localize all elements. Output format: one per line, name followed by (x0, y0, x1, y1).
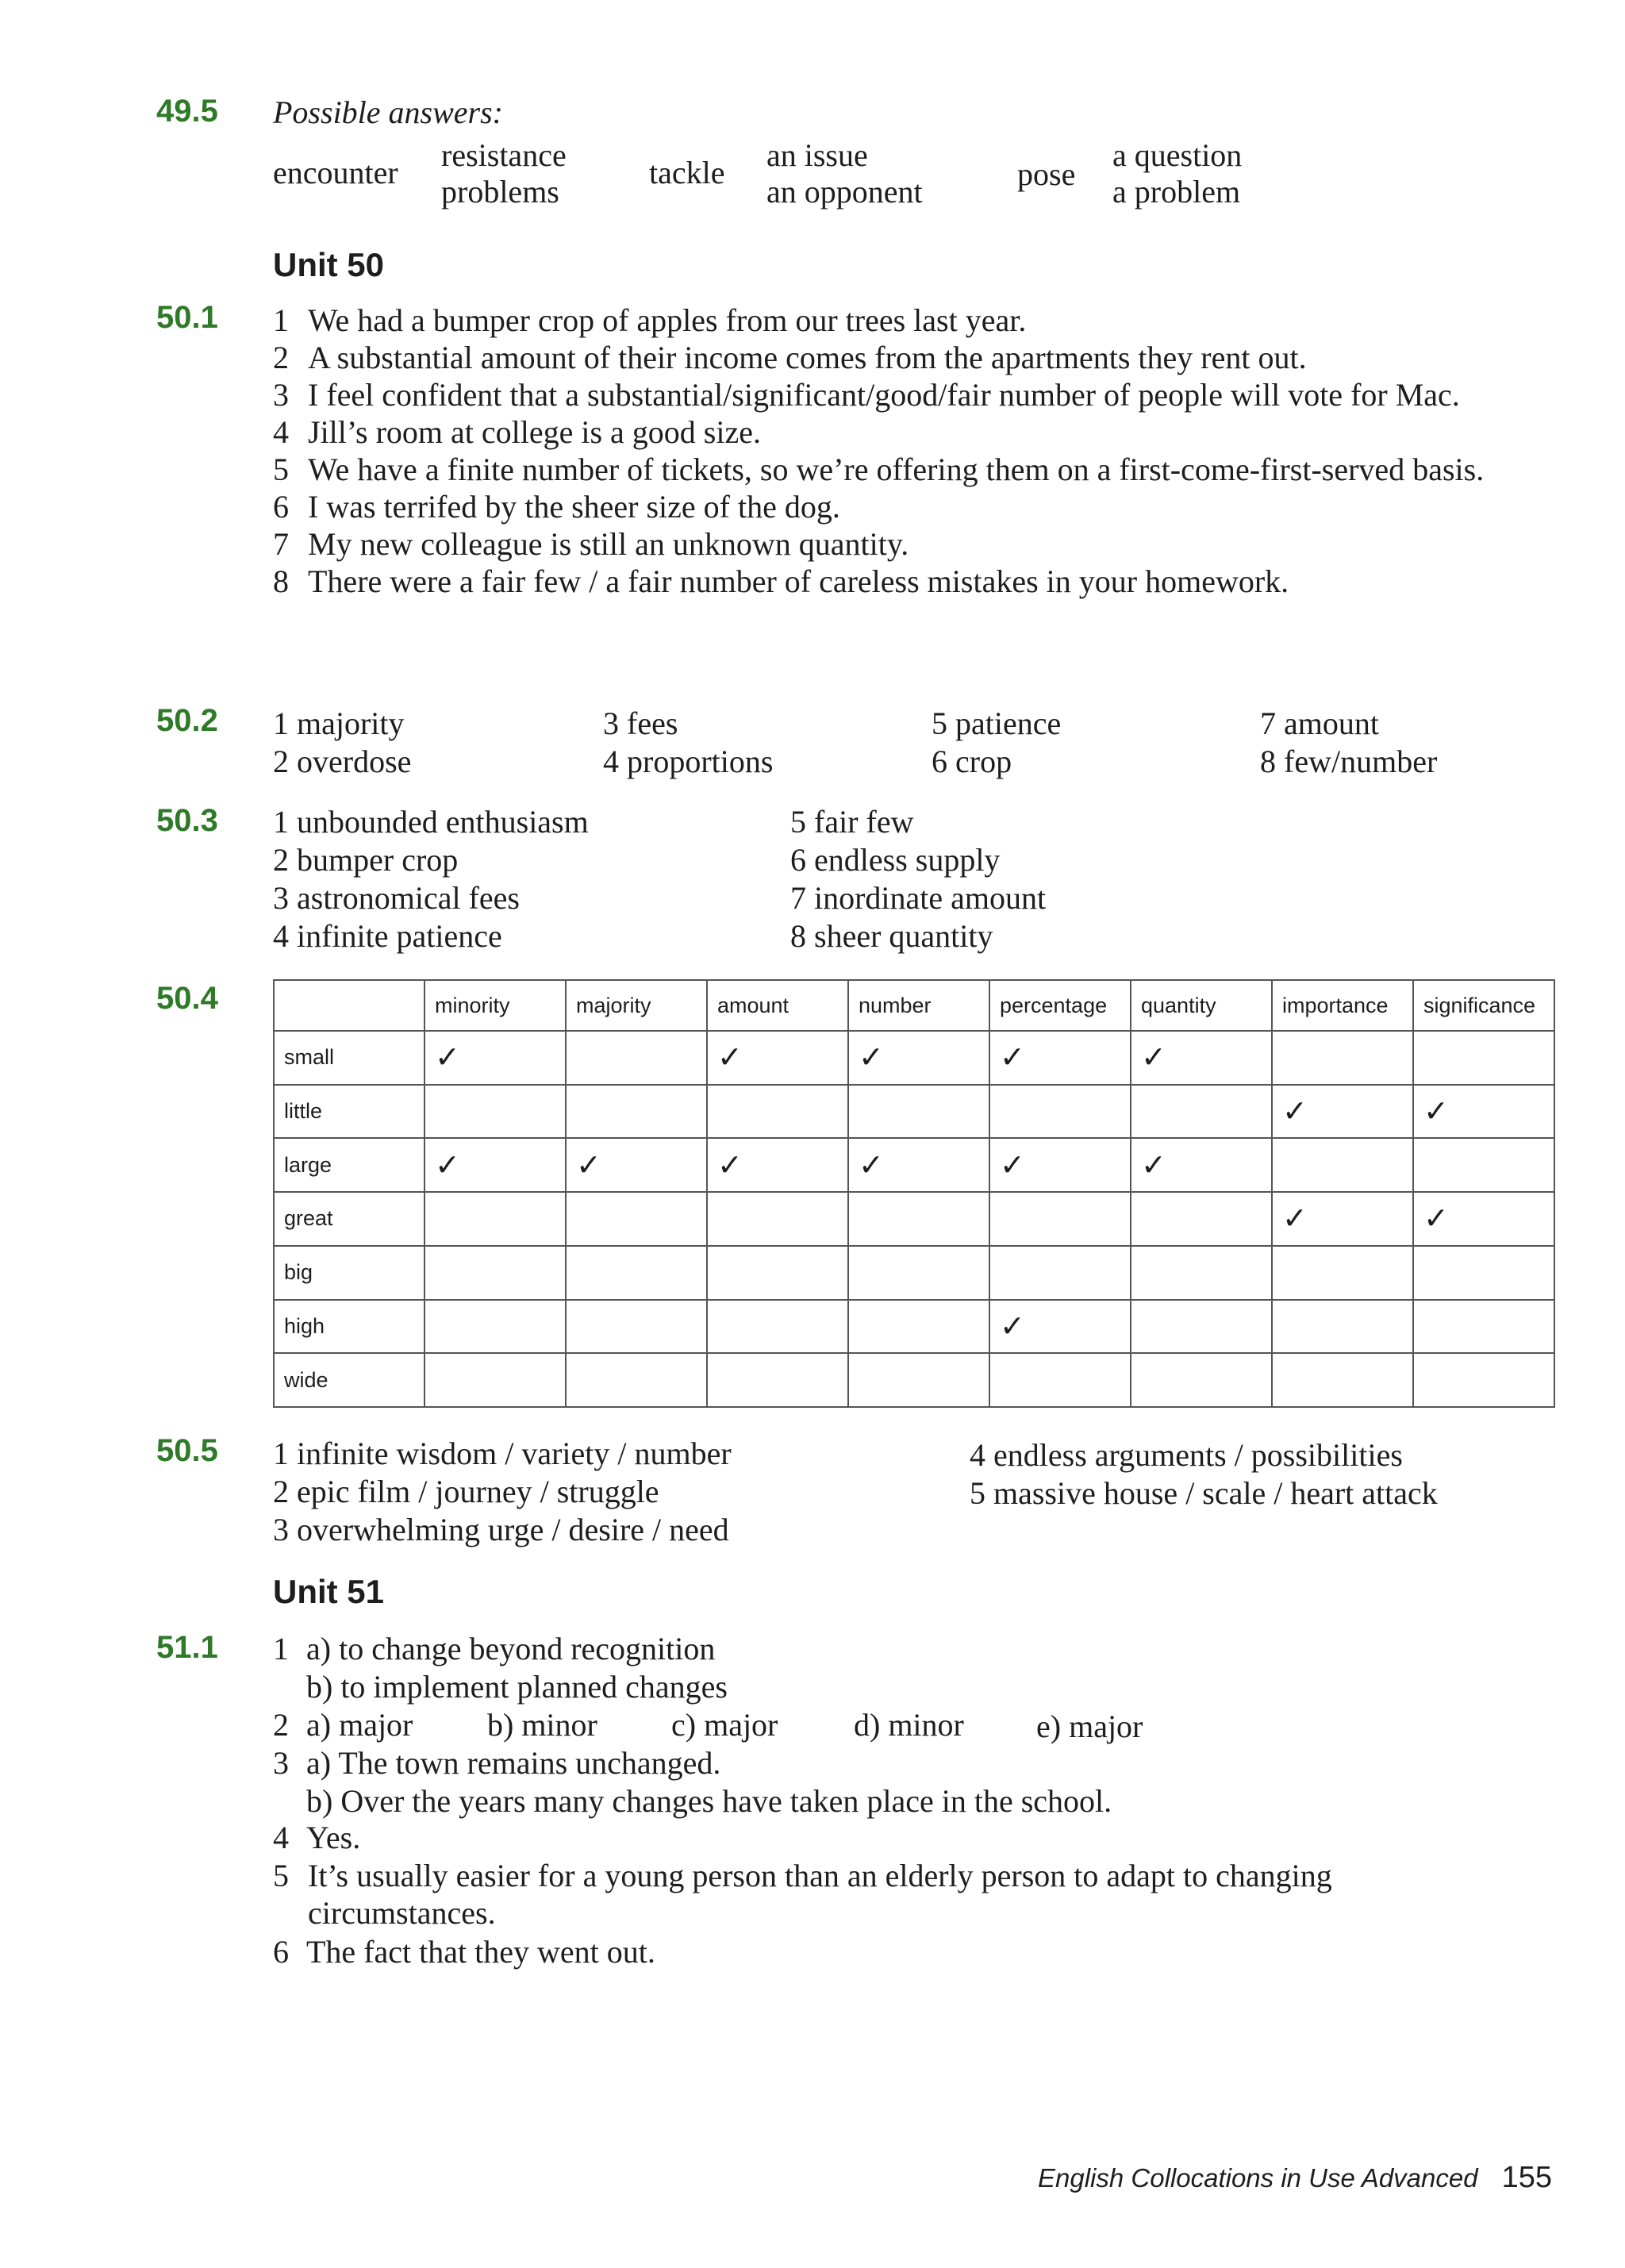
exercise-number-50-1: 50.1 (156, 300, 218, 335)
table-cell (1131, 1085, 1272, 1139)
row-label: high (274, 1300, 424, 1354)
check-mark-icon: ✓ (1423, 1202, 1449, 1236)
table-cell (707, 1192, 848, 1246)
table-cell (1413, 1138, 1554, 1192)
exercise-number-50-2: 50.2 (156, 703, 218, 738)
table-cell (1413, 1085, 1554, 1139)
column-header: amount (707, 980, 848, 1031)
table-cell (707, 1353, 848, 1407)
list-item: a) The town remains unchanged. (306, 1745, 721, 1781)
table-cell (707, 1031, 848, 1085)
table-cell (424, 1138, 566, 1192)
exercise-number-50-3: 50.3 (156, 803, 218, 838)
row-label: wide (274, 1353, 424, 1407)
list-item: 8 few/number (1260, 744, 1438, 779)
collocation-object: problems (441, 174, 559, 210)
list-item: b) minor (487, 1707, 597, 1743)
column-header: percentage (989, 980, 1131, 1031)
collocation-object: a question (1112, 137, 1243, 173)
list-item: 6 endless supply (790, 842, 1001, 878)
table-row (274, 1031, 1554, 1085)
table-cell (989, 1085, 1131, 1139)
exercise-number-50-4: 50.4 (156, 981, 218, 1016)
table-cell (989, 1300, 1131, 1354)
page-footer (1038, 2161, 1552, 2195)
exercise-number-49-5: 49.5 (156, 94, 218, 129)
check-mark-icon: ✓ (717, 1148, 743, 1182)
possible-answers-label: Possible answers: (273, 94, 503, 130)
column-header: number (848, 980, 989, 1031)
column-header: majority (566, 980, 707, 1031)
list-item: 4 infinite patience (273, 918, 502, 954)
list-item: b) to implement planned changes (306, 1669, 728, 1705)
table-cell (566, 1300, 707, 1354)
table-cell (989, 1138, 1131, 1192)
list-item: e) major (1036, 1709, 1143, 1744)
check-mark-icon: ✓ (1141, 1041, 1166, 1075)
table-cell (1272, 1300, 1413, 1354)
page-number: 155 (1501, 2161, 1552, 2194)
list-item-number: 1 (273, 1631, 289, 1666)
collocation-table (273, 979, 1555, 1408)
row-label: large (274, 1138, 424, 1192)
table-cell (989, 1192, 1131, 1246)
list-item: 3 astronomical fees (273, 880, 520, 916)
list-item-number: 6 (273, 1934, 289, 1970)
list-item: 7 amount (1260, 705, 1379, 741)
list-item: 3 overwhelming urge / desire / need (273, 1512, 729, 1547)
table-cell (1131, 1246, 1272, 1300)
list-item-number: 4 (273, 1820, 289, 1855)
check-mark-icon: ✓ (1000, 1148, 1025, 1182)
list-item: 2 bumper crop (273, 842, 459, 878)
column-header: quantity (1131, 980, 1272, 1031)
table-cell (848, 1353, 989, 1407)
book-title: English Collocations in Use Advanced (1038, 2163, 1478, 2193)
list-item: 6 I was terrifed by the sheer size of the dog. (273, 489, 840, 525)
list-item: 4 endless arguments / possibilities (970, 1437, 1403, 1473)
table-cell (424, 1300, 566, 1354)
list-item: 1 majority (273, 705, 405, 741)
column-header: significance (1413, 980, 1554, 1031)
table-row (274, 1246, 1554, 1300)
list-item: 1 unbounded enthusiasm (273, 804, 589, 840)
table-cell (707, 1246, 848, 1300)
list-item: 8 There were a fair few / a fair number of careless mistakes in your homework. (273, 563, 1289, 599)
check-mark-icon: ✓ (1282, 1202, 1308, 1236)
list-item: 5 We have a finite number of tickets, so we’re offering them on a first-come-first-served basis. (273, 452, 1485, 487)
column-header: minority (424, 980, 566, 1031)
table-row (274, 1353, 1554, 1407)
list-item: d) minor (854, 1707, 964, 1743)
table-cell (989, 1246, 1131, 1300)
check-mark-icon: ✓ (576, 1148, 601, 1182)
table-cell (1272, 1246, 1413, 1300)
list-item: a) major (306, 1707, 413, 1743)
table-cell (1413, 1031, 1554, 1085)
list-item: b) Over the years many changes have taken place in the school. (306, 1783, 1112, 1819)
check-mark-icon: ✓ (1000, 1309, 1025, 1344)
list-item: 4 proportions (603, 744, 774, 779)
collocation-verb: pose (1017, 156, 1076, 192)
list-item: Yes. (306, 1820, 361, 1855)
table-cell (707, 1300, 848, 1354)
table-cell (1413, 1192, 1554, 1246)
collocation-object: resistance (441, 137, 567, 173)
table-cell (707, 1138, 848, 1192)
list-item: a) to change beyond recognition (306, 1631, 716, 1666)
table-cell (566, 1138, 707, 1192)
table-cell (424, 1031, 566, 1085)
table-row (274, 1085, 1554, 1139)
table-cell (424, 1246, 566, 1300)
column-header: importance (1272, 980, 1413, 1031)
table-cell (848, 1138, 989, 1192)
table-cell (566, 1085, 707, 1139)
list-item: 5 It’s usually easier for a young person than an elderly person to adapt to changing circumstances. (273, 1858, 1332, 1931)
table-body (274, 1031, 1554, 1407)
table-cell (566, 1192, 707, 1246)
table-cell (707, 1085, 848, 1139)
table-cell (1272, 1031, 1413, 1085)
table-cell (1272, 1353, 1413, 1407)
check-mark-icon: ✓ (1000, 1041, 1025, 1075)
table-row (274, 1138, 1554, 1192)
table-cell (566, 1031, 707, 1085)
table-cell (1131, 1031, 1272, 1085)
table-cell (424, 1085, 566, 1139)
table-cell (848, 1246, 989, 1300)
check-mark-icon: ✓ (435, 1148, 460, 1182)
table-cell (848, 1192, 989, 1246)
list-item: 5 fair few (790, 804, 914, 840)
unit-51-heading: Unit 51 (273, 1573, 385, 1610)
table-cell (1413, 1246, 1554, 1300)
table-cell (1131, 1353, 1272, 1407)
table-row (274, 1192, 1554, 1246)
row-label: great (274, 1192, 424, 1246)
collocation-object: an opponent (766, 174, 923, 210)
list-item: 5 massive house / scale / heart attack (970, 1475, 1438, 1511)
table-cell (848, 1300, 989, 1354)
table-cell (566, 1246, 707, 1300)
table-cell (1131, 1138, 1272, 1192)
exercise-50-1-list (273, 302, 1495, 600)
list-item: 5 patience (932, 705, 1062, 741)
list-item: 3 fees (603, 705, 678, 741)
list-item: 6 crop (932, 744, 1012, 779)
check-mark-icon: ✓ (859, 1041, 884, 1075)
exercise-number-50-5: 50.5 (156, 1433, 218, 1468)
list-item: The fact that they went out. (306, 1934, 655, 1970)
collocation-object: an issue (766, 137, 868, 173)
unit-50-heading: Unit 50 (273, 246, 385, 283)
list-item: 4 Jill’s room at college is a good size. (273, 414, 761, 450)
list-item: 2 A substantial amount of their income comes from the apartments they rent out. (273, 340, 1307, 375)
table-cell (848, 1085, 989, 1139)
check-mark-icon: ✓ (717, 1041, 743, 1075)
list-item: c) major (671, 1707, 778, 1743)
table-cell (1413, 1300, 1554, 1354)
row-label: big (274, 1246, 424, 1300)
row-label: little (274, 1085, 424, 1139)
check-mark-icon: ✓ (1423, 1095, 1449, 1129)
list-item: 1 infinite wisdom / variety / number (273, 1436, 732, 1471)
table-cell (848, 1031, 989, 1085)
list-item: 2 epic film / journey / struggle (273, 1474, 659, 1509)
table-row (274, 1300, 1554, 1354)
collocation-verb: tackle (649, 155, 725, 190)
list-item: 7 My new colleague is still an unknown quantity. (273, 526, 909, 562)
check-mark-icon: ✓ (859, 1148, 884, 1182)
table-cell (1131, 1192, 1272, 1246)
exercise-number-51-1: 51.1 (156, 1630, 218, 1665)
table-cell (424, 1353, 566, 1407)
table-cell (1272, 1085, 1413, 1139)
table-header-row (274, 980, 1554, 1031)
table-cell (424, 1192, 566, 1246)
list-item-number: 3 (273, 1745, 289, 1781)
table-corner-cell (274, 980, 424, 1031)
collocation-object: a problem (1112, 174, 1241, 210)
list-item: 7 inordinate amount (790, 880, 1047, 916)
check-mark-icon: ✓ (1141, 1148, 1166, 1182)
list-item: 1 We had a bumper crop of apples from our trees last year. (273, 302, 1027, 338)
table-cell (1413, 1353, 1554, 1407)
row-label: small (274, 1031, 424, 1085)
table-cell (1272, 1138, 1413, 1192)
table-cell (989, 1353, 1131, 1407)
table-cell (989, 1031, 1131, 1085)
table-cell (1272, 1192, 1413, 1246)
list-item: 2 overdose (273, 744, 412, 779)
check-mark-icon: ✓ (435, 1041, 460, 1075)
collocation-verb: encounter (273, 155, 398, 190)
table-cell (1131, 1300, 1272, 1354)
list-item: 8 sheer quantity (790, 918, 993, 954)
list-item-number: 2 (273, 1707, 289, 1743)
list-item: 3 I feel confident that a substantial/significant/good/fair number of people will vote for Mac. (273, 377, 1460, 413)
check-mark-icon: ✓ (1282, 1095, 1308, 1129)
table-cell (566, 1353, 707, 1407)
